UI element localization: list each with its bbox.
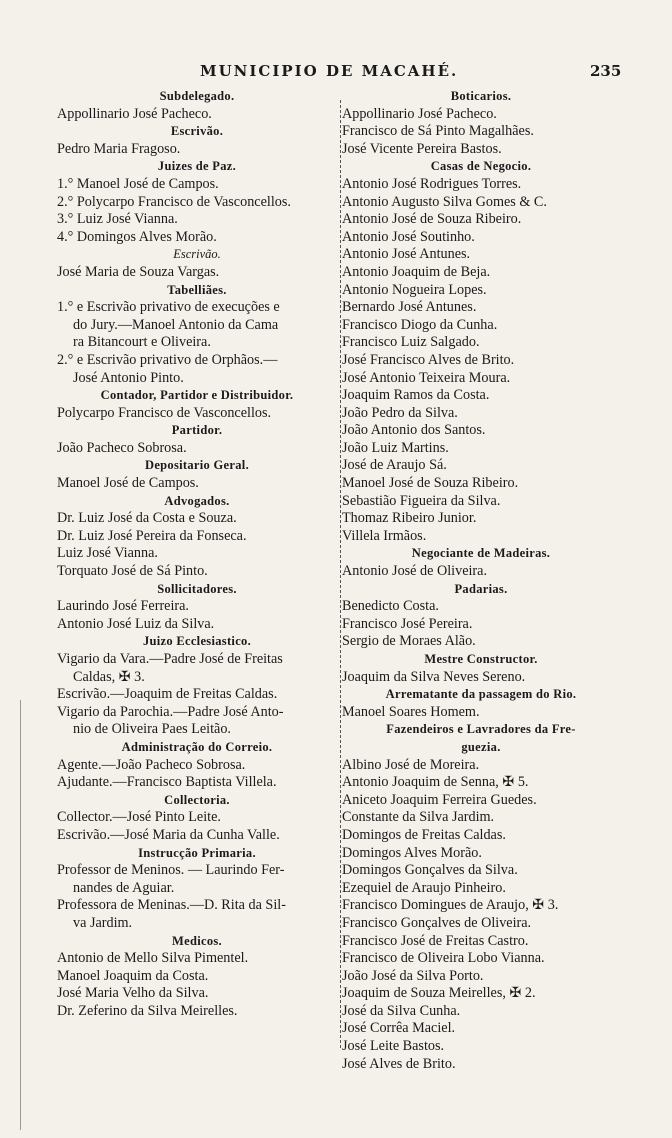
entry-line: Vigario da Vara.—Padre José de Freitas: [57, 651, 283, 667]
entry-line: Joaquim Ramos da Costa.: [342, 387, 490, 404]
entry-line: Antonio José Luiz da Silva.: [57, 615, 215, 632]
entry-line: Antonio José de Souza Ribeiro.: [342, 211, 522, 228]
entry-line: Dr. Zeferino da Silva Meirelles.: [57, 1002, 238, 1019]
entry-line: Manoel José de Campos.: [57, 475, 199, 492]
entry-line: 2.° e Escrivão privativo de Orphãos.—: [57, 351, 278, 368]
entry-line: Villela Irmãos.: [342, 527, 427, 544]
section-heading: Negociante de Madeiras.: [411, 546, 551, 561]
entry-continuation: nandes de Aguiar.: [73, 879, 175, 896]
page-gutter-line: [20, 700, 21, 1130]
entry-line: Manoel José de Souza Ribeiro.: [342, 475, 519, 492]
section-heading: Casas de Negocio.: [430, 159, 532, 174]
entry-continuation: José Antonio Pinto.: [73, 369, 184, 386]
section-heading: Padarias.: [454, 581, 508, 596]
entry-line: Dr. Luiz José da Costa e Souza.: [57, 510, 237, 527]
section-heading: Fazendeiros e Lavradores da Fre-: [386, 722, 576, 737]
entry-line: Sebastião Figueira da Silva.: [342, 492, 501, 509]
entry-line: Antonio José Soutinho.: [342, 228, 475, 245]
section-heading: Instrucção Primaria.: [138, 845, 256, 860]
entry-line: Appollinario José Pacheco.: [57, 105, 212, 122]
entry-line: Professora de Meninas.—D. Rita da Sil-: [57, 897, 286, 914]
entry-line: Antonio de Mello Silva Pimentel.: [57, 950, 249, 967]
entry-line: Francisco Luiz Salgado.: [342, 334, 480, 351]
entry-line: Appollinario José Pacheco.: [342, 105, 497, 122]
right-column: [342, 88, 620, 1073]
section-heading: Subdelegado.: [159, 89, 235, 103]
entry-line: Constante da Silva Jardim.: [342, 809, 495, 826]
entry-line: José Corrêa Maciel.: [342, 1020, 456, 1037]
column-divider: [340, 100, 341, 1048]
entry-line: Antonio Nogueira Lopes.: [342, 281, 487, 298]
section-heading: Contador, Partidor e Distribuidor.: [100, 388, 294, 403]
entry-line: João Pedro da Silva.: [342, 404, 458, 421]
entry-continuation: do Jury.—Manoel Antonio da Cama: [73, 316, 279, 333]
entry-line: Escrivão.—José Maria da Cunha Valle.: [57, 826, 280, 843]
entry-line: Albino José de Moreira.: [342, 756, 480, 773]
entry-line: Domingos Alves Morão.: [342, 844, 482, 861]
entry-line: Laurindo José Ferreira.: [57, 598, 189, 615]
entry-line: Thomaz Ribeiro Junior.: [342, 510, 477, 527]
entry-line: Professor de Meninos. — Laurindo Fer-: [57, 862, 285, 879]
entry-line: Francisco Domingues de Araujo, ✠ 3.: [342, 897, 559, 914]
section-heading: Administração do Correio.: [121, 739, 273, 754]
entry-line: Pedro Maria Fragoso.: [57, 140, 181, 157]
entry-line: José Maria de Souza Vargas.: [57, 263, 220, 280]
entry-line: Domingos de Freitas Caldas.: [342, 826, 506, 843]
entry-line: José da Silva Cunha.: [342, 1002, 461, 1019]
section-heading: Boticarios.: [450, 89, 512, 103]
entry-line: Luiz José Vianna.: [57, 545, 158, 562]
section-heading: Tabelliães.: [167, 282, 227, 297]
entry-line: Antonio Augusto Silva Gomes & C.: [342, 193, 547, 210]
entry-line: Ezequiel de Araujo Pinheiro.: [342, 879, 506, 896]
entry-line: Manoel Soares Homem.: [342, 703, 480, 720]
entry-line: José Leite Bastos.: [342, 1038, 445, 1055]
section-heading: Sollicitadores.: [157, 581, 237, 596]
entry-line: 1.° e Escrivão privativo de execuções e: [57, 299, 280, 316]
entry-line: José de Araujo Sá.: [342, 457, 447, 474]
entry-continuation: nio de Oliveira Paes Leitão.: [73, 721, 231, 738]
entry-line: Escrivão.—Joaquim de Freitas Caldas.: [57, 686, 278, 703]
entry-line: José Alves de Brito.: [342, 1055, 456, 1072]
entry-line: João Antonio dos Santos.: [342, 422, 486, 439]
entry-line: Francisco José de Freitas Castro.: [342, 932, 529, 949]
section-subheading: Escrivão.: [173, 247, 221, 262]
entry-line: Joaquim da Silva Neves Sereno.: [342, 668, 526, 685]
left-column: [57, 88, 337, 1020]
entry-line: José Vicente Pereira Bastos.: [342, 140, 502, 157]
entry-line: Agente.—João Pacheco Sobrosa.: [57, 756, 246, 773]
entry-line: Domingos Gonçalves da Silva.: [342, 862, 518, 879]
section-heading: Collectoria.: [164, 792, 230, 807]
entry-line: 2.° Polycarpo Francisco de Vasconcellos.: [57, 193, 291, 210]
entry-line: Ajudante.—Francisco Baptista Villela.: [57, 774, 277, 791]
section-heading: Juizo Ecclesiastico.: [142, 634, 252, 649]
entry-line: João Pacheco Sobrosa.: [57, 439, 187, 456]
entry-continuation: Caldas, ✠ 3.: [73, 668, 145, 685]
section-heading: guezia.: [461, 739, 501, 754]
entry-line: Manoel Joaquim da Costa.: [57, 967, 209, 984]
entry-line: Antonio José de Oliveira.: [342, 563, 487, 580]
section-heading: Advogados.: [164, 493, 230, 508]
entry-line: Sergio de Moraes Alão.: [342, 633, 476, 650]
entry-line: Bernardo José Antunes.: [342, 299, 477, 316]
entry-line: 4.° Domingos Alves Morão.: [57, 228, 217, 245]
page-header: [0, 62, 672, 82]
entry-line: Joaquim de Souza Meirelles, ✠ 2.: [342, 985, 536, 1002]
entry-line: Antonio José Antunes.: [342, 246, 471, 263]
entry-line: Francisco José Pereira.: [342, 615, 473, 632]
section-heading: Depositario Geral.: [145, 458, 249, 473]
entry-line: José Antonio Teixeira Moura.: [342, 369, 511, 386]
entry-line: Dr. Luiz José Pereira da Fonseca.: [57, 527, 247, 544]
entry-line: João Luiz Martins.: [342, 439, 449, 456]
entry-line: Antonio Joaquim de Beja.: [342, 263, 491, 280]
entry-line: José Francisco Alves de Brito.: [342, 351, 515, 368]
entry-line: Benedicto Costa.: [342, 598, 439, 615]
page-number: 235: [590, 62, 622, 80]
entry-line: Francisco de Sá Pinto Magalhães.: [342, 123, 534, 140]
section-heading: Mestre Constructor.: [424, 652, 538, 666]
entry-line: Collector.—José Pinto Leite.: [57, 809, 221, 826]
entry-line: 1.° Manoel José de Campos.: [57, 175, 219, 192]
entry-line: Francisco de Oliveira Lobo Vianna.: [342, 950, 545, 967]
section-heading: Partidor.: [171, 423, 223, 438]
entry-continuation: ra Bitancourt e Oliveira.: [73, 334, 211, 351]
entry-line: Francisco Gonçalves de Oliveira.: [342, 914, 532, 931]
section-heading: Escrivão.: [170, 124, 224, 139]
entry-line: Antonio Joaquim de Senna, ✠ 5.: [342, 774, 529, 791]
section-heading: Arrematante da passagem do Rio.: [385, 687, 577, 702]
entry-line: Aniceto Joaquim Ferreira Guedes.: [342, 791, 537, 808]
entry-continuation: va Jardim.: [73, 914, 133, 931]
entry-line: Vigario da Parochia.—Padre José Anto-: [57, 703, 284, 720]
section-heading: Juizes de Paz.: [157, 159, 237, 174]
section-heading: Medicos.: [172, 933, 222, 948]
entry-line: Antonio José Rodrigues Torres.: [342, 175, 522, 192]
entry-line: Francisco Diogo da Cunha.: [342, 316, 498, 333]
entry-line: Polycarpo Francisco de Vasconcellos.: [57, 404, 272, 421]
entry-line: 3.° Luiz José Vianna.: [57, 211, 178, 228]
entry-line: José Maria Velho da Silva.: [57, 985, 209, 1002]
running-title: MUNICIPIO DE MACAHÉ.: [200, 62, 459, 80]
entry-line: João José da Silva Porto.: [342, 967, 484, 984]
entry-line: Torquato José de Sá Pinto.: [57, 563, 208, 580]
